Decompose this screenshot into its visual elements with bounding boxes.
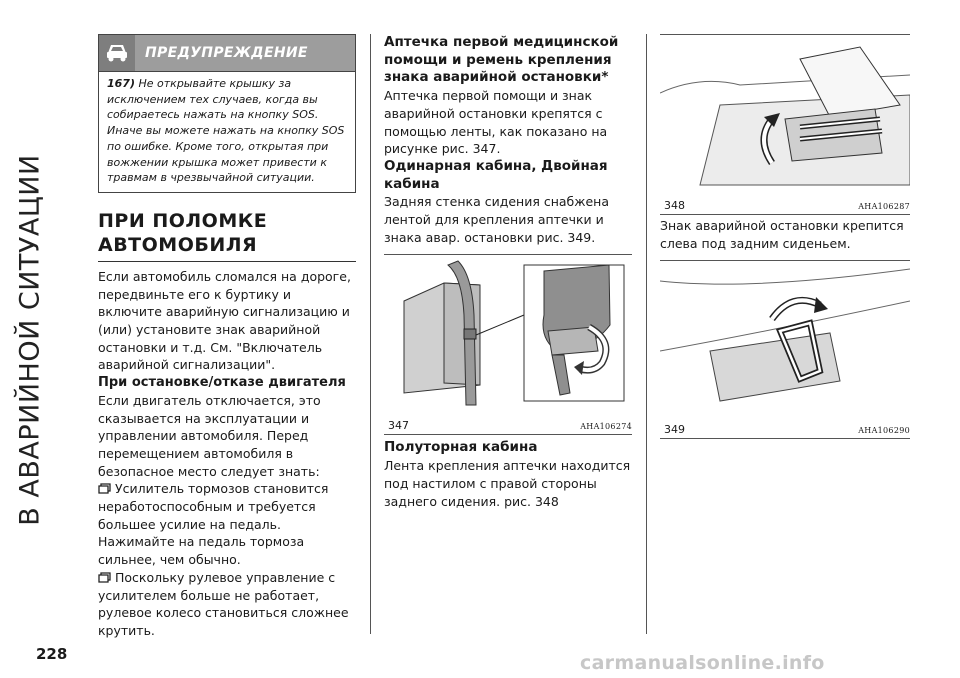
bullet-steering: [98, 569, 356, 640]
sign-text: Знак аварийной остановки крепится слева под задним сиденьем.: [660, 218, 904, 251]
bullet-brakes-text: Усилитель тормозов становится неработоспособным и требуется большее усилие на педаль. Нажимайте на педаль тормоза сильнее, чем обычно.: [98, 481, 329, 568]
engine-text: Если двигатель отключается, это сказывается на эксплуатации и управлении автомобиля. Перед перемещением автомобиля в безопасное место следует знать:: [98, 392, 321, 479]
checkbox-bullet-icon: [98, 483, 111, 494]
figure-347-number: 347: [388, 419, 409, 433]
figure-349-caption: [660, 421, 910, 439]
side-chapter-title: В АВАРИЙНОЙ СИТУАЦИИ: [14, 154, 46, 526]
section-intro: Если автомобиль сломался на дороге, передвиньте его к буртику и включите аварийную сигнализацию и (или) установите знак аварийной остановки и т.д. См. "Включатель аварийной сигнализации".: [98, 268, 351, 373]
figure-348: [660, 34, 910, 215]
kit-heading: Аптечка первой медицинской помощи и ремень крепления знака аварийной остановки*: [384, 34, 619, 86]
half-cab-heading: Полуторная кабина: [384, 439, 538, 456]
column-divider-1: [370, 34, 371, 634]
column-divider-2: [646, 34, 647, 634]
figure-349-code: AHA106290: [858, 426, 910, 436]
single-cab-heading: Одинарная кабина, Двойная кабина: [384, 157, 608, 192]
car-warning-icon: [99, 35, 135, 71]
section-title: ПРИ ПОЛОМКЕ АВТОМОБИЛЯ: [98, 209, 356, 262]
figure-349-number: 349: [664, 423, 685, 437]
figure-347-code: AHA106274: [580, 422, 632, 432]
figure-349-illustration: [660, 261, 910, 421]
figure-349: [660, 260, 910, 439]
figure-347-illustration: [384, 255, 632, 417]
warning-title: ПРЕДУПРЕЖДЕНИЕ: [145, 45, 308, 61]
figure-348-code: AHA106287: [858, 202, 910, 211]
warning-text-box: [98, 72, 356, 193]
watermark: carmanualsonline.info: [580, 652, 825, 674]
single-cab-text: Задняя стенка сидения снабжена лентой для крепления аптечки и знака авар. остановки рис. 349.: [384, 194, 610, 245]
warning-text: Не открывайте крышку за исключением тех случаев, когда вы собираетесь нажать на кнопку SOS. Иначе вы можете нажать на кнопку SOS по ошибке. Кроме того, открытая при вожжении крышка может привести к травмам в чрезвычайной ситуации.: [107, 77, 345, 185]
figure-347: [384, 254, 632, 435]
warning-number: 167): [107, 77, 135, 90]
kit-text: Аптечка первой помощи и знак аварийной остановки крепятся с помощью ленты, как показано на рисунке рис. 347.: [384, 88, 608, 157]
half-cab-text: Лента крепления аптечки находится под настилом с правой стороны заднего сидения. рис. 348: [384, 458, 631, 509]
warning-header: [98, 34, 356, 72]
column-middle: [384, 34, 632, 510]
checkbox-bullet-icon: [98, 572, 111, 583]
column-right: [660, 34, 910, 439]
figure-347-caption: [384, 417, 632, 435]
bullet-brakes: [98, 480, 356, 569]
figure-348-illustration: [660, 35, 910, 197]
figure-348-number: 348: [664, 199, 685, 212]
engine-heading: При остановке/отказе двигателя: [98, 375, 346, 391]
figure-348-caption: [660, 197, 910, 215]
page-number: 228: [36, 645, 68, 663]
bullet-steering-text: Поскольку рулевое управление с усилителем больше не работает, рулевое колесо становиться сложнее крутить.: [98, 569, 349, 638]
column-left: [98, 34, 356, 640]
